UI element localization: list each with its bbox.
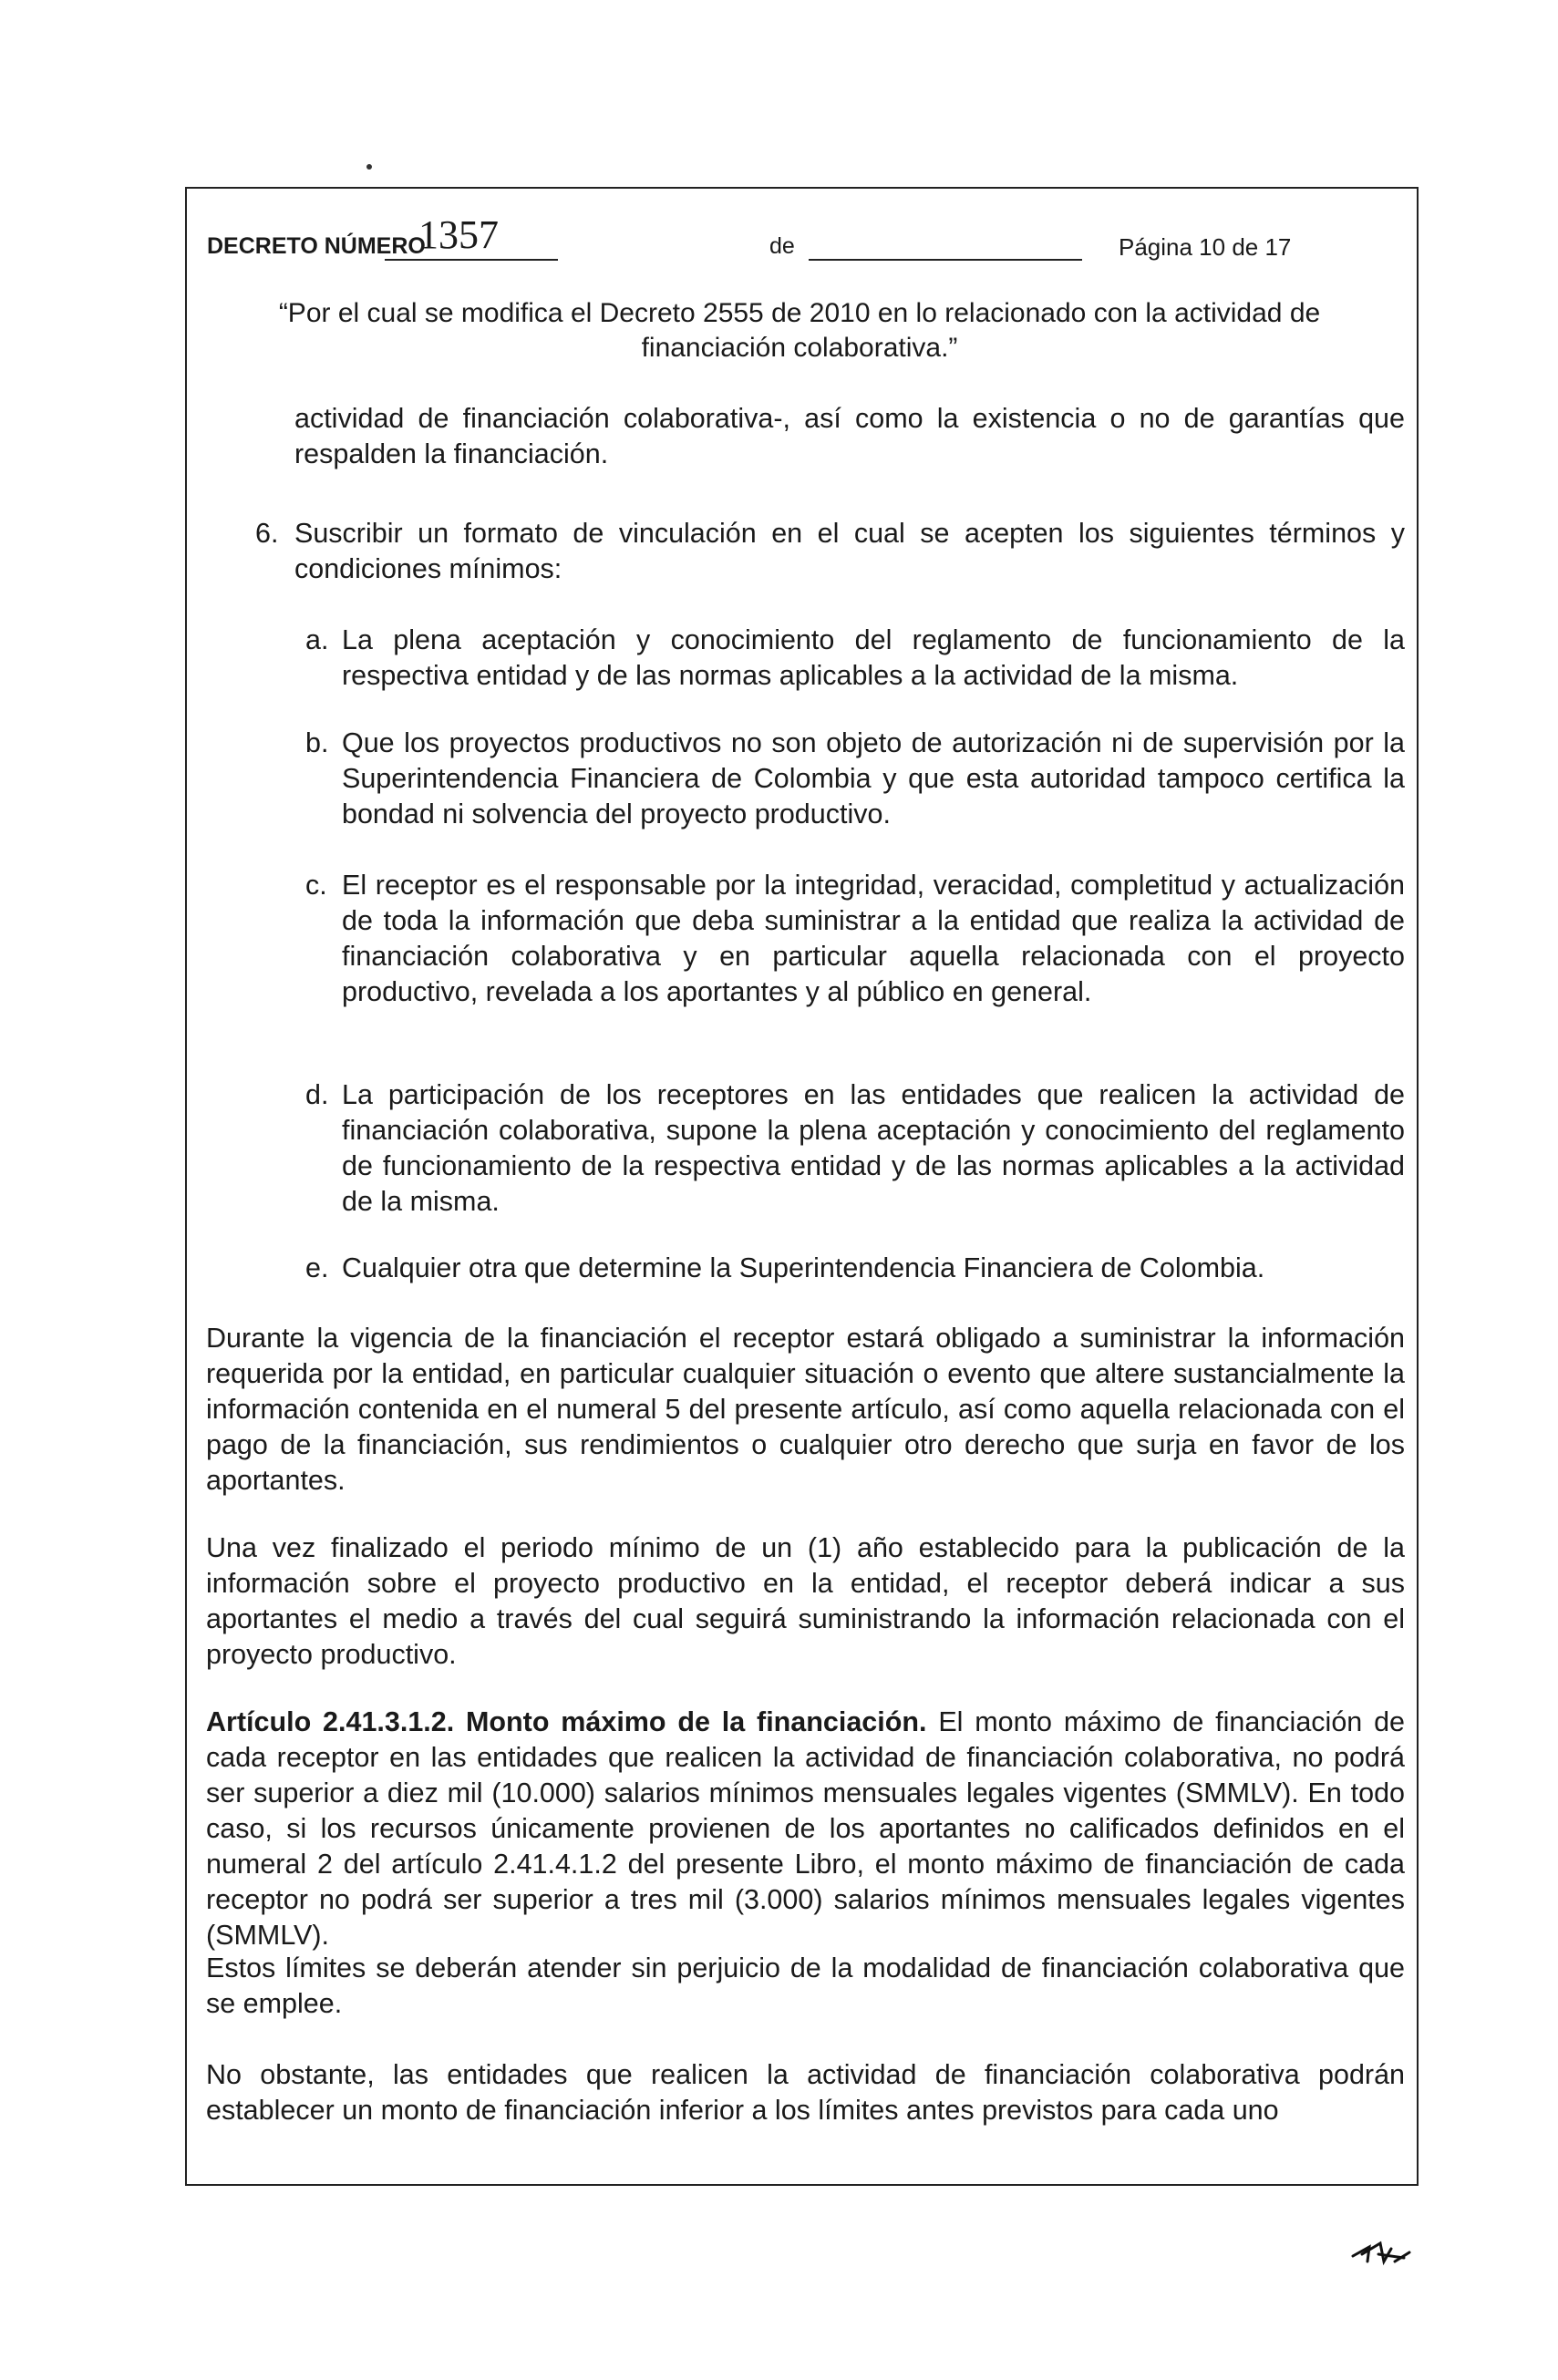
sub-item-d-label: d. — [305, 1079, 329, 1110]
sub-item-e-label: e. — [305, 1252, 329, 1283]
paragraph-durante: Durante la vigencia de la financiación el receptor estará obligado a suministrar la información requerida por la entidad, en particular cualquier situación o evento que altere sustancialmente la información contenida en el numeral 5 del presente artículo, así como aquella relacionada con el pago de la financiación, sus rendimientos o cualquier otro derecho que surja en favor de los aportantes. — [206, 1323, 1405, 1496]
decree-label: DECRETO NÚMERO — [207, 233, 426, 259]
article-text: El monto máximo de financiación de cada receptor en las entidades que realicen la actividad de financiación colaborativa, no podrá ser superior a diez mil (10.000) salarios mínimos mensuales legales vigentes (SMMLV). En todo caso, si los recursos únicamente provienen de los aportantes no calificados definidos en el numeral 2 del artículo 2.41.4.1.2 del presente Libro, el monto máximo de financiación de cada receptor no podrá ser superior a tres mil (3.000) salarios mínimos mensuales legales vigentes (SMMLV). — [206, 1706, 1405, 1951]
date-underline — [809, 259, 1082, 261]
sub-item-e-text: Cualquier otra que determine la Superintendencia Financiera de Colombia. — [342, 1252, 1265, 1283]
sub-item-a-label: a. — [305, 624, 329, 655]
document-header — [207, 212, 1419, 264]
sub-item-c-label: c. — [305, 870, 327, 901]
continuation-paragraph: actividad de financiación colaborativa-, así como la existencia o no de garantías que respalden la financiación. — [294, 403, 1405, 469]
initials-svg — [1349, 2234, 1413, 2271]
handwritten-initials — [1349, 2229, 1413, 2282]
decree-number: 1357 — [418, 212, 499, 257]
de-label: de — [769, 233, 795, 259]
decree-number-underline — [385, 259, 558, 261]
sub-item-b-text: Que los proyectos productivos no son objeto de autorización ni de supervisión por la Superintendencia Financiera de Colombia y que esta autoridad tampoco certifica la bondad ni solvencia del proyecto productivo. — [342, 727, 1405, 829]
sub-item-c-text: El receptor es el responsable por la integridad, veracidad, completitud y actualización de toda la información que deba suministrar a la entidad que realiza la actividad de financiación colaborativa y en particular aquella relacionada con el proyecto productivo, revelada a los aportantes y al público en general. — [342, 870, 1405, 1007]
sub-item-a-text: La plena aceptación y conocimiento del reglamento de funcionamiento de la respectiva entidad y de las normas aplicables a la actividad de la misma. — [342, 624, 1405, 691]
scan-dot — [366, 164, 372, 170]
page-number: Página 10 de 17 — [1119, 233, 1292, 261]
sub-item-d-text: La participación de los receptores en las entidades que realicen la actividad de financiación colaborativa, supone la plena aceptación y conocimiento del reglamento de funcionamiento de la respectiva entidad y de las normas aplicables a la actividad de la misma. — [342, 1079, 1405, 1217]
item-6-label: 6. — [255, 518, 279, 549]
article-2-41-3-1-2 — [206, 1705, 1405, 1953]
paragraph-estos: Estos límites se deberán atender sin perjuicio de la modalidad de financiación colaborativa que se emplee. — [206, 1952, 1405, 2019]
sub-item-b-label: b. — [305, 727, 329, 758]
paragraph-una-vez: Una vez finalizado el periodo mínimo de un (1) año establecido para la publicación de la información sobre el proyecto productivo en la entidad, el receptor deberá indicar a sus aportantes el medio a través del cual seguirá suministrando la información relacionada con el proyecto productivo. — [206, 1532, 1405, 1670]
item-6-text: Suscribir un formato de vinculación en el cual se acepten los siguientes términos y condiciones mínimos: — [294, 518, 1405, 584]
decree-subtitle: “Por el cual se modifica el Decreto 2555 de 2010 en lo relacionado con la actividad de financiación colaborativa.” — [278, 298, 1321, 363]
article-heading: Artículo 2.41.3.1.2. Monto máximo de la financiación. — [206, 1706, 927, 1737]
paragraph-no-obstante: No obstante, las entidades que realicen la actividad de financiación colaborativa podrán establecer un monto de financiación inferior a los límites antes previstos para cada uno — [206, 2059, 1405, 2126]
